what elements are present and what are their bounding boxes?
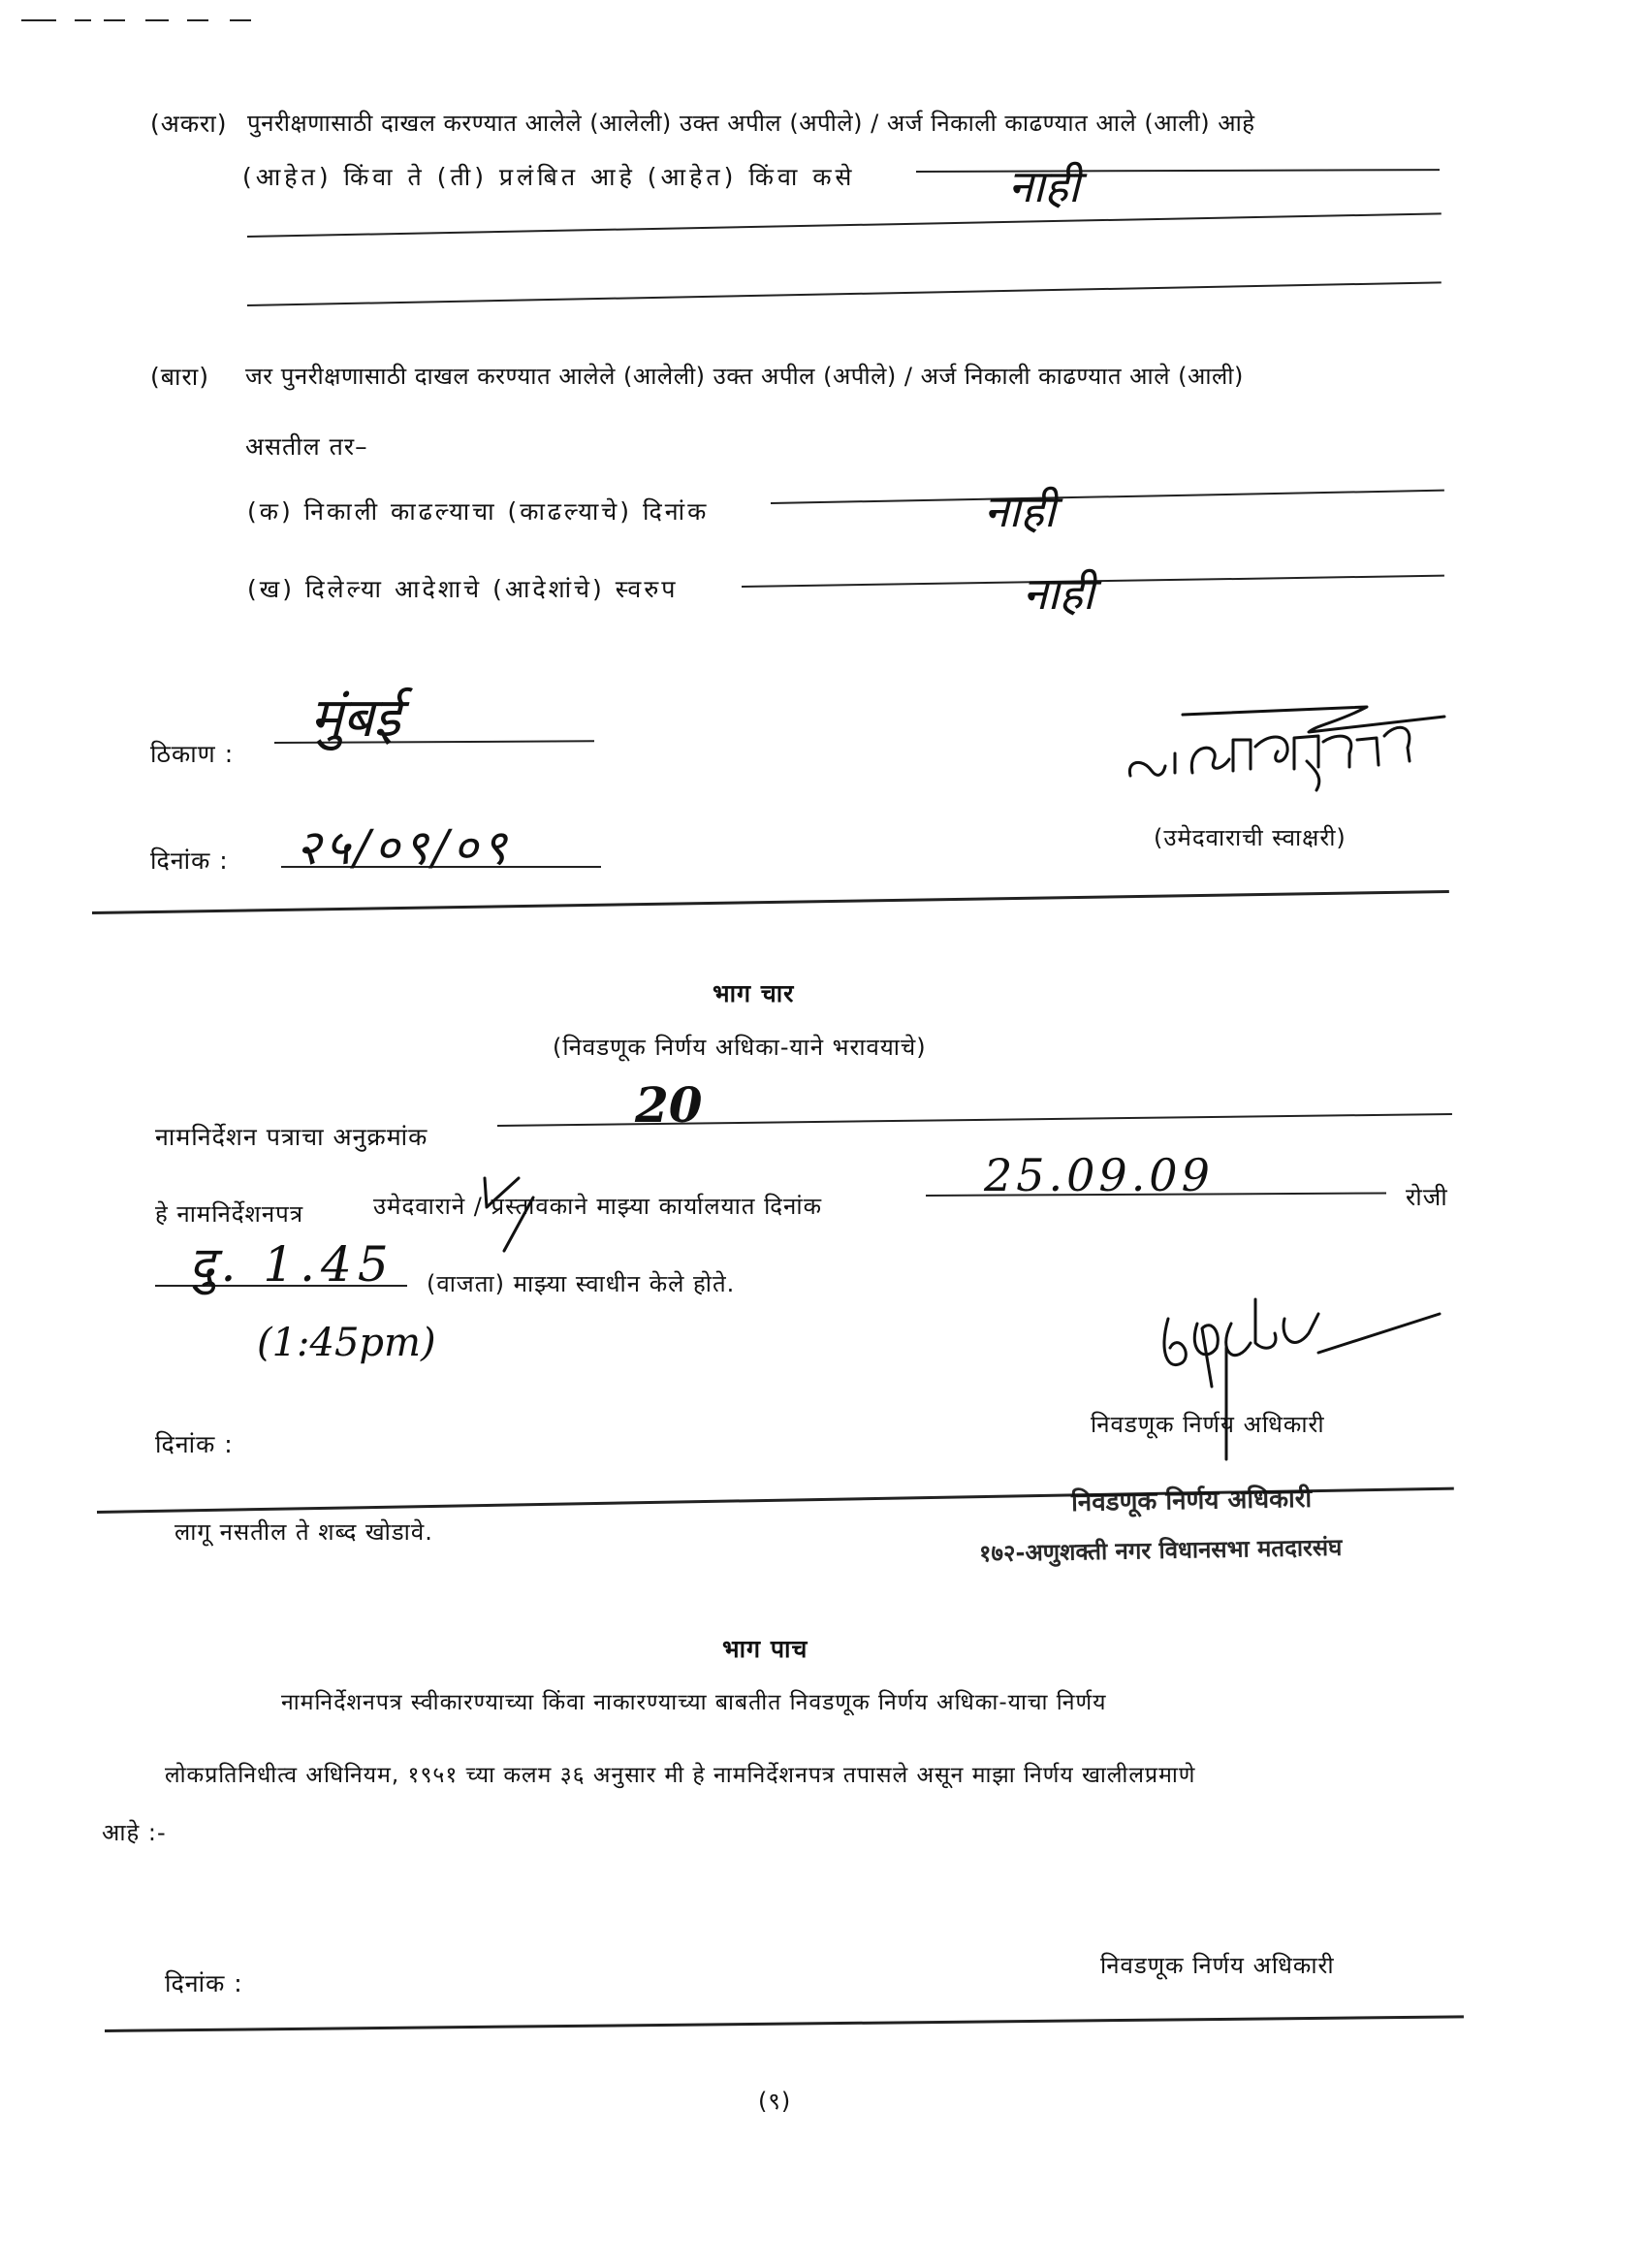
part-five-subtitle: नामनिर्देशनपत्र स्वीकारण्याच्या किंवा नाकारण्याच्या बाबतीत निवडणूक निर्णय अधिका-याचा निर्णय xyxy=(281,1690,1107,1715)
section-12-line2: असतील तर– xyxy=(245,432,368,461)
blank-line xyxy=(247,212,1442,238)
part-four-title: भाग चार xyxy=(713,979,795,1007)
strike-mark xyxy=(465,1168,582,1256)
stamp-line1: निवडणूक निर्णय अधिकारी xyxy=(1070,1484,1313,1518)
section-11-label: (अकरा) xyxy=(150,110,228,138)
part-four-date-label: दिनांक : xyxy=(155,1430,234,1458)
serial-value: 20 xyxy=(635,1076,703,1134)
answer-line xyxy=(916,169,1440,173)
submitted-prefix: हे नामनिर्देशनपत्र xyxy=(155,1200,304,1228)
page-number: (९) xyxy=(758,2088,792,2115)
item-k-answer: नाही xyxy=(984,485,1056,537)
item-kh-answer: नाही xyxy=(1023,567,1094,620)
time-value: दु. 1.45 xyxy=(189,1236,395,1293)
place-value: मुंबई xyxy=(310,687,400,750)
submitted-date: 25.09.09 xyxy=(984,1149,1214,1201)
answer-handwritten: नाही xyxy=(1008,160,1080,212)
item-kh-label: (ख) दिलेल्या आदेशाचे (आदेशांचे) स्वरुप xyxy=(247,575,679,603)
time-suffix: (वाजता) माझ्या स्वाधीन केले होते. xyxy=(427,1270,736,1297)
candidate-signature xyxy=(1125,693,1474,800)
top-dash xyxy=(145,19,169,21)
part-five-officer-caption: निवडणूक निर्णय अधिकारी xyxy=(1100,1952,1335,1979)
top-dash xyxy=(21,19,56,21)
section-divider xyxy=(105,2015,1464,2032)
section-11-line1: पुनरीक्षणासाठी दाखल करण्यात आलेले (आलेली) उक्त अपील (अपीले) / अर्ज निकाली काढण्यात आले (आली) आहे xyxy=(247,110,1255,137)
blank-line xyxy=(247,281,1442,306)
date-value: २५/०९/०९ xyxy=(296,819,511,876)
date-label: दिनांक : xyxy=(150,847,229,875)
serial-label: नामनिर्देशन पत्राचा अनुक्रमांक xyxy=(155,1123,428,1151)
part-five-body-line1: लोकप्रतिनिधीत्व अधिनियम, १९५१ च्या कलम ३६ अनुसार मी हे नामनिर्देशनपत्र तपासले असून माझा निर्णय खालीलप्रमाणे xyxy=(165,1763,1196,1788)
top-dash xyxy=(187,19,208,21)
section-12-line1: जर पुनरीक्षणासाठी दाखल करण्यात आलेले (आलेली) उक्त अपील (अपीले) / अर्ज निकाली काढण्यात आले (आली) xyxy=(245,363,1244,390)
officer-signature xyxy=(1158,1294,1459,1469)
part-five-date-label: दिनांक : xyxy=(165,1969,243,1997)
section-12-label: (बारा) xyxy=(150,363,209,391)
officer-caption: निवडणूक निर्णय अधिकारी xyxy=(1091,1411,1325,1438)
part-four-subtitle: (निवडणूक निर्णय अधिका-याने भरावयाचे) xyxy=(553,1034,927,1061)
part-five-title: भाग पाच xyxy=(722,1635,808,1663)
top-dash xyxy=(104,19,125,21)
place-label: ठिकाण : xyxy=(150,740,235,768)
top-dash xyxy=(230,19,251,21)
time-note: (1:45pm) xyxy=(257,1321,436,1365)
section-11-line2: (आहेत) किंवा ते (ती) प्रलंबित आहे (आहेत) किंवा कसे xyxy=(242,163,856,191)
footnote: लागू नसतील ते शब्द खोडावे. xyxy=(174,1518,433,1546)
item-k-line xyxy=(771,490,1444,504)
top-dash xyxy=(75,19,91,21)
stamp-line2: १७२-अणुशक्ती नगर विधानसभा मतदारसंघ xyxy=(978,1533,1343,1568)
item-k-label: (क) निकाली काढल्याचा (काढल्याचे) दिनांक xyxy=(247,497,710,526)
section-divider xyxy=(92,890,1449,914)
on-day: रोजी xyxy=(1406,1183,1448,1211)
signature-caption: (उमेदवाराची स्वाक्षरी) xyxy=(1154,824,1347,851)
submitted-by: उमेदवाराने / प्रस्तावकाने माझ्या कार्यालयात दिनांक xyxy=(373,1193,823,1220)
part-five-body-line2: आहे :- xyxy=(102,1819,167,1846)
